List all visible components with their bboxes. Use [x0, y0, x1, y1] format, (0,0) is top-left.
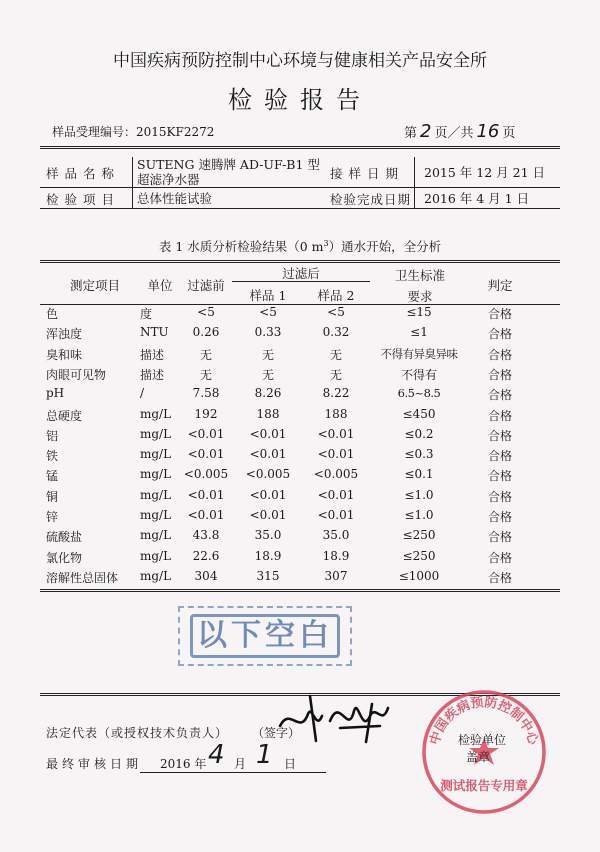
cell-s2: 307 — [324, 568, 348, 583]
cell-unit: 度 — [140, 307, 153, 321]
review-day: 1 — [256, 740, 273, 770]
cell-judge: 合格 — [487, 489, 512, 504]
cell-item: 氯化物 — [46, 550, 83, 565]
table-bottom-rule — [40, 591, 560, 592]
cell-s1: <0.01 — [249, 508, 287, 522]
cell-item: 铁 — [46, 449, 59, 464]
table-caption-sup: 3 — [323, 238, 329, 248]
cell-s2: 8.22 — [322, 386, 350, 401]
cell-std: ≤250 — [402, 528, 436, 543]
cell-s1: 315 — [256, 568, 280, 583]
test-item-label: 检验项目 — [46, 192, 121, 207]
cell-unit: mg/L — [140, 426, 172, 441]
cell-before: 304 — [194, 568, 218, 583]
header-sample2: 样品 2 — [317, 288, 355, 303]
cell-before: 无 — [199, 347, 212, 362]
cell-item: 溶解性总固体 — [46, 570, 119, 585]
divider — [414, 157, 415, 208]
cell-item: 浑浊度 — [46, 327, 83, 342]
cell-s1: 0.33 — [254, 325, 282, 340]
seal-arc-text: 中国疾病预防控制中心 — [427, 695, 541, 747]
complete-date-value: 2016 年 4 月 1 日 — [424, 191, 530, 206]
cell-judge: 合格 — [487, 469, 512, 484]
cell-s2: 无 — [329, 367, 342, 382]
page-mid: 页／共 — [434, 126, 474, 141]
cell-unit: mg/L — [140, 568, 172, 583]
cell-unit: mg/L — [140, 467, 172, 482]
cell-unit: mg/L — [140, 508, 172, 522]
cell-judge: 合格 — [487, 327, 512, 342]
cell-judge: 合格 — [487, 510, 512, 524]
cell-std: ≤1 — [410, 325, 428, 340]
table-caption-text-b: ）通水开始，全分析 — [328, 239, 442, 254]
report-title: 检验报告 — [228, 86, 372, 114]
review-year: 2016 年 — [160, 757, 207, 771]
test-item-value: 总体性能试验 — [137, 191, 213, 206]
cell-before: 0.26 — [192, 325, 220, 340]
cell-item: 锰 — [46, 469, 59, 484]
cell-std: ≤15 — [406, 305, 432, 319]
cell-item: 肉眼可见物 — [46, 367, 107, 382]
cell-s1: 无 — [261, 367, 274, 382]
divider — [40, 208, 560, 209]
signature-label: （签字） — [252, 726, 301, 740]
page-number: 2 — [420, 121, 432, 142]
cell-s1: <0.01 — [249, 447, 287, 462]
cell-judge: 合格 — [487, 530, 512, 545]
sample-number-label: 样品受理编号： — [52, 125, 137, 139]
header-before: 过滤前 — [187, 278, 225, 293]
sample-name-label: 样品名称 — [46, 166, 121, 181]
review-date-label: 最终审核日期 — [46, 757, 143, 771]
cell-s2: <0.01 — [317, 426, 355, 441]
cell-unit: 描述 — [140, 347, 165, 362]
divider — [40, 148, 560, 149]
header-standard: 卫生标准 — [394, 268, 445, 283]
cell-std: ≤0.2 — [404, 426, 434, 441]
cell-judge: 合格 — [487, 367, 512, 382]
cell-s2: <5 — [327, 305, 345, 319]
header-after: 过滤后 — [282, 266, 320, 281]
cell-unit: NTU — [140, 325, 169, 340]
cell-std: ≤1.0 — [404, 487, 434, 502]
cell-s1: <0.01 — [249, 426, 287, 441]
cell-s2: <0.005 — [313, 467, 359, 482]
cell-judge: 合格 — [487, 449, 512, 464]
cell-judge: 合格 — [487, 550, 512, 565]
cell-unit: mg/L — [140, 548, 172, 563]
cell-before: 无 — [199, 367, 212, 382]
cell-judge: 合格 — [487, 347, 512, 362]
cell-unit: mg/L — [140, 447, 172, 462]
receive-date-label: 接样日期 — [330, 166, 405, 181]
review-day-label: 日 — [284, 757, 297, 771]
cell-before: <0.01 — [187, 487, 225, 502]
cell-before: <5 — [197, 305, 215, 319]
cell-s1: <0.01 — [249, 487, 287, 502]
cell-s2: 0.32 — [322, 325, 350, 340]
cell-item: 色 — [46, 307, 59, 321]
table-top-rule — [40, 262, 560, 263]
cell-s2: 18.9 — [322, 548, 350, 563]
receive-date-value: 2015 年 12 月 21 日 — [424, 165, 545, 180]
cell-std: ≤450 — [402, 406, 436, 421]
review-month-label: 月 — [234, 757, 247, 771]
cell-judge: 合格 — [487, 428, 512, 443]
cell-before: 192 — [194, 406, 218, 421]
cell-std: 6.5~8.5 — [397, 386, 441, 401]
cell-judge: 合格 — [487, 570, 512, 585]
cell-item: 总硬度 — [46, 408, 83, 423]
cell-unit: mg/L — [140, 528, 172, 543]
organization-name: 中国疾病预防控制中心环境与健康相关产品安全所 — [113, 51, 487, 71]
signature-icon — [270, 686, 410, 746]
cell-std: 不得有 — [400, 367, 437, 382]
cell-before: 43.8 — [192, 528, 220, 543]
page-suffix: 页 — [502, 126, 516, 141]
page-indicator — [404, 121, 515, 142]
header-item: 测定项目 — [69, 278, 120, 293]
cell-std: ≤1.0 — [404, 508, 434, 522]
cell-judge: 合格 — [487, 408, 512, 423]
test-unit-label: 检验单位 — [458, 733, 507, 747]
cell-std: ≤0.3 — [404, 447, 434, 462]
cell-s1: <0.005 — [245, 467, 291, 482]
cell-unit: mg/L — [140, 487, 172, 502]
cell-s2: <0.01 — [317, 447, 355, 462]
cell-unit: / — [140, 386, 145, 401]
cell-s1: <5 — [259, 305, 277, 319]
divider — [132, 157, 133, 208]
sample-name-value: SUTENG 速腾牌 AD-UF-B1 型超滤净水器 — [137, 157, 320, 187]
cell-s1: 18.9 — [254, 548, 282, 563]
cell-s2: <0.01 — [317, 487, 355, 502]
table-caption-text-a: 表 1 水质分析检验结果（0 m — [158, 239, 324, 254]
cell-s2: 无 — [329, 347, 342, 362]
cell-before: <0.005 — [183, 467, 229, 482]
cell-item: 铝 — [46, 428, 59, 443]
cell-item: 锌 — [46, 510, 59, 524]
table-caption — [0, 237, 600, 255]
cell-item: 臭和味 — [46, 347, 83, 362]
cell-s2: 35.0 — [322, 528, 350, 543]
blank-stamp: 以下空白 — [190, 614, 340, 658]
header-judge: 判定 — [487, 278, 513, 293]
cell-before: <0.01 — [187, 426, 225, 441]
review-date-underline — [140, 772, 326, 773]
header-sample1: 样品 1 — [249, 288, 287, 303]
sample-number — [52, 123, 214, 140]
cell-std: ≤250 — [402, 548, 436, 563]
cell-before: <0.01 — [187, 508, 225, 522]
page-total: 16 — [476, 121, 500, 142]
cell-std: ≤1000 — [398, 568, 440, 583]
cell-s1: 无 — [261, 347, 274, 362]
seal-bottom-text: 测试报告专用章 — [440, 778, 528, 793]
cell-before: 7.58 — [192, 386, 220, 401]
cell-item: 硫酸盐 — [46, 530, 83, 545]
cell-judge: 合格 — [487, 307, 512, 321]
cell-unit: 描述 — [140, 367, 165, 382]
representative-label: 法定代表（或授权技术负责人） — [46, 726, 229, 740]
page-prefix: 第 — [404, 126, 418, 141]
cell-judge: 合格 — [487, 388, 512, 403]
complete-date-label: 检验完成日期 — [330, 192, 412, 207]
cell-std: ≤0.1 — [404, 467, 434, 482]
cell-s1: 8.26 — [254, 386, 282, 401]
header-standard-line2: 要求 — [407, 289, 433, 304]
cell-s1: 188 — [256, 406, 280, 421]
divider — [40, 187, 560, 188]
review-month: 4 — [208, 740, 225, 770]
cell-before: <0.01 — [187, 447, 225, 462]
cell-s2: 188 — [324, 406, 348, 421]
cell-std: 不得有异臭异味 — [380, 346, 458, 361]
cell-s2: <0.01 — [317, 508, 355, 522]
seal-label: 盖章 — [466, 750, 491, 764]
header-unit: 单位 — [147, 278, 173, 293]
cell-item: 铜 — [46, 489, 59, 504]
sample-number-value: 2015KF2272 — [136, 125, 215, 139]
cell-before: 22.6 — [192, 548, 220, 563]
cell-s1: 35.0 — [254, 528, 282, 543]
cell-item: pH — [46, 386, 65, 401]
cell-unit: mg/L — [140, 406, 172, 421]
